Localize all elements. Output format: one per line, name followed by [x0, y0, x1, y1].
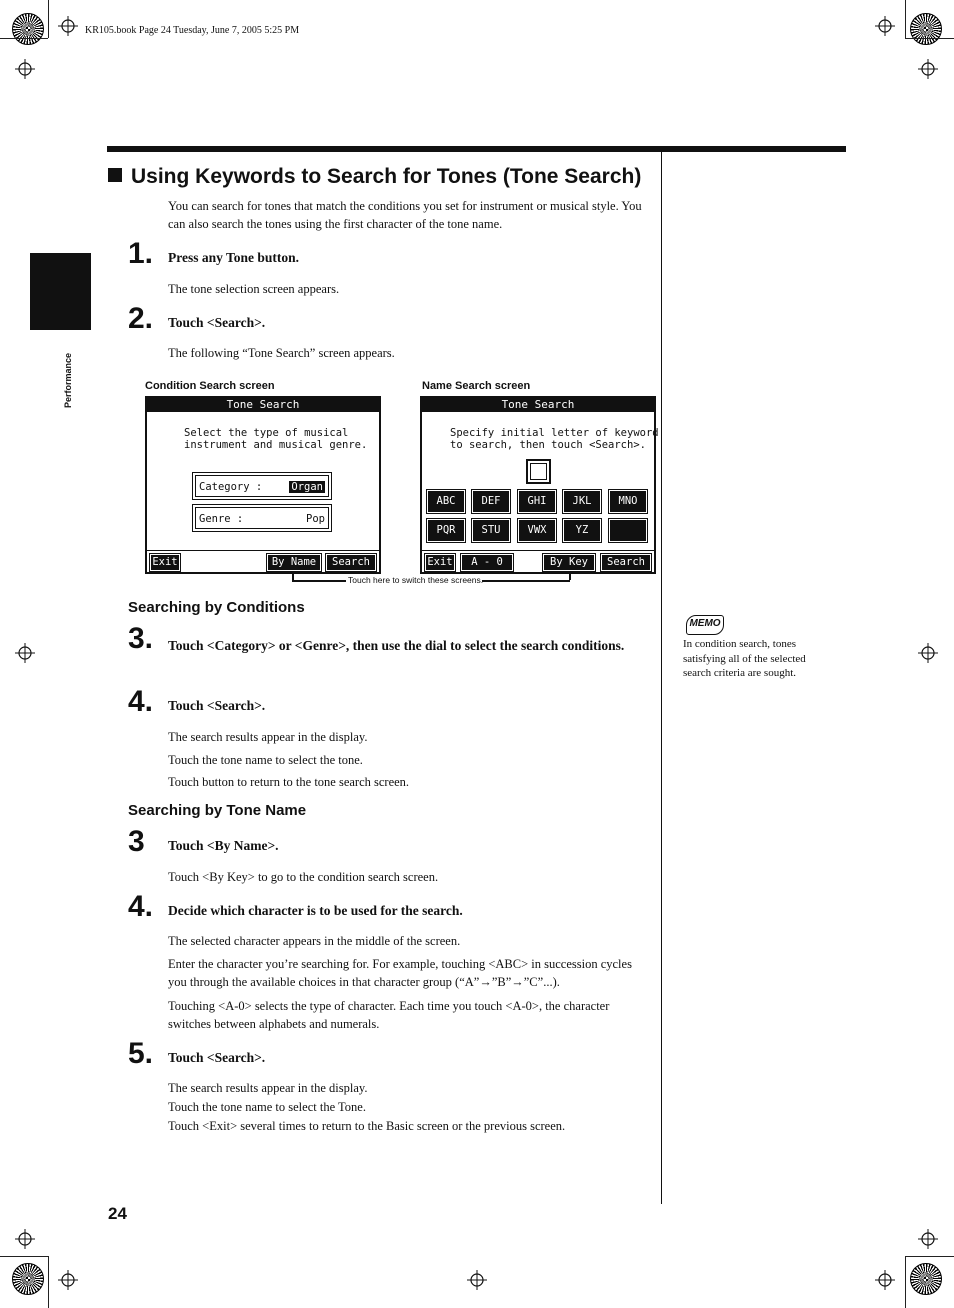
screen-button-bar — [147, 550, 379, 572]
step-text: Touch <Search>. — [168, 698, 266, 713]
conditions-heading: Searching by Conditions — [128, 599, 305, 616]
genre-field[interactable] — [192, 504, 332, 532]
crop-mark — [905, 1256, 906, 1308]
screen-button-bar — [422, 550, 654, 572]
step-desc: The tone selection screen appears. — [168, 282, 340, 296]
search-button[interactable]: Search — [325, 553, 377, 572]
registration-crosshair-icon — [15, 59, 35, 79]
step-number: 4. — [128, 685, 154, 718]
file-header: KR105.book Page 24 Tuesday, June 7, 2005 5:25 PM — [85, 25, 300, 36]
step-text: Touch <Search>. — [168, 315, 266, 330]
callout-bracket — [292, 580, 346, 582]
name-screen-caption: Name Search screen — [422, 380, 531, 392]
key-pqr-button[interactable]: PQR — [427, 519, 465, 542]
column-rule — [661, 152, 662, 1204]
step-desc: Touch button to return to the tone search screen. — [168, 775, 410, 789]
key-def-button[interactable]: DEF — [472, 490, 510, 513]
section-title — [108, 165, 641, 189]
registration-sunburst-bottom-right — [910, 1263, 942, 1295]
intro-text: You can search for tones that match the conditions you set for instrument or musical style. You can also search the tones using the first character of the tone name. — [168, 199, 642, 231]
condition-search-screen — [145, 396, 381, 574]
step-desc: The search results appear in the display. — [168, 730, 368, 744]
exit-button[interactable]: Exit — [424, 553, 456, 572]
a-0-button[interactable]: A - 0 — [460, 553, 514, 572]
step-text: Touch <By Name>. — [168, 838, 279, 853]
step-text: Touch <Search>. — [168, 1050, 266, 1065]
key-vwx-button[interactable]: VWX — [518, 519, 556, 542]
step-desc: The selected character appears in the middle of the screen. — [168, 934, 461, 948]
registration-sunburst-top-right — [910, 13, 942, 45]
crop-mark — [0, 38, 48, 39]
screen-title: Tone Search — [147, 398, 379, 412]
key-mno-button[interactable]: MNO — [609, 490, 647, 513]
key-abc-button[interactable]: ABC — [427, 490, 465, 513]
registration-crosshair-icon — [918, 643, 938, 663]
callout-bracket — [292, 572, 294, 580]
registration-sunburst-top-left — [12, 13, 44, 45]
key-blank-button[interactable] — [609, 519, 647, 542]
category-label: Category : — [199, 481, 263, 493]
page-number: 24 — [108, 1204, 127, 1223]
registration-crosshair-icon — [467, 1270, 487, 1290]
square-bullet-icon — [108, 168, 122, 182]
top-rule — [107, 146, 846, 152]
step-desc: The search results appear in the display. — [168, 1081, 368, 1095]
callout-bracket — [482, 580, 570, 582]
registration-crosshair-icon — [875, 16, 895, 36]
step-desc: Touch the tone name to select the tone. — [168, 753, 363, 767]
category-value: Organ — [291, 481, 323, 493]
by-key-button[interactable]: By Key — [542, 553, 596, 572]
key-stu-button[interactable]: STU — [472, 519, 510, 542]
registration-crosshair-icon — [15, 643, 35, 663]
step-desc: Touch the tone name to select the Tone. — [168, 1100, 366, 1114]
screen-message: Specify initial letter of keyword to search, then touch <Search>. — [450, 427, 659, 451]
side-label: Performance — [63, 352, 73, 408]
crop-mark — [48, 0, 49, 38]
registration-crosshair-icon — [58, 1270, 78, 1290]
memo-icon: MEMO — [686, 615, 724, 635]
crop-mark — [905, 38, 954, 39]
step-number: 1. — [128, 237, 154, 270]
selected-character-box — [526, 459, 551, 484]
crop-mark — [905, 0, 906, 38]
step-desc: Touching <A-0> selects the type of character. Each time you touch <A-0>, the character switches between alphabets and numerals. — [168, 999, 610, 1031]
registration-crosshair-icon — [15, 1229, 35, 1249]
registration-crosshair-icon — [58, 16, 78, 36]
search-button[interactable]: Search — [600, 553, 652, 572]
registration-crosshair-icon — [918, 1229, 938, 1249]
condition-screen-caption: Condition Search screen — [145, 380, 275, 392]
section-title-text: Using Keywords to Search for Tones (Tone Search) — [131, 165, 642, 188]
key-yz-button[interactable]: YZ — [563, 519, 601, 542]
registration-crosshair-icon — [875, 1270, 895, 1290]
step-text: Decide which character is to be used for the search. — [168, 903, 463, 918]
step-text: Touch <Category> or <Genre>, then use the dial to select the search conditions. — [168, 638, 625, 653]
by-name-button[interactable]: By Name — [266, 553, 322, 572]
exit-button[interactable]: Exit — [149, 553, 181, 572]
screen-title: Tone Search — [422, 398, 654, 412]
step-text: Press any Tone button. — [168, 250, 300, 265]
step-number: 3. — [128, 622, 154, 655]
crop-mark — [0, 1256, 48, 1257]
memo-text: In condition search, tones satisfying all of the selected search criteria are sought. — [683, 638, 806, 679]
registration-sunburst-bottom-left — [12, 1263, 44, 1295]
step-number: 5. — [128, 1037, 154, 1070]
callout-text: Touch here to switch these screens. — [348, 575, 484, 585]
step-desc: The following “Tone Search” screen appears. — [168, 346, 395, 360]
crop-mark — [905, 1256, 954, 1257]
step-number: 2. — [128, 302, 154, 335]
genre-value: Pop — [306, 513, 325, 525]
name-search-screen — [420, 396, 659, 574]
category-field[interactable] — [192, 472, 332, 500]
key-ghi-button[interactable]: GHI — [518, 490, 556, 513]
screen-message: Select the type of musical instrument and musical genre. — [184, 427, 368, 451]
callout-bracket — [569, 572, 571, 580]
side-tab — [30, 253, 91, 330]
tone-name-heading: Searching by Tone Name — [128, 802, 307, 819]
registration-crosshair-icon — [918, 59, 938, 79]
crop-mark — [48, 1256, 49, 1308]
step-desc: Enter the character you’re searching for. For example, touching <ABC> in succession cycles you through the available choices in that character group (“A”→”B”→”C”...). — [168, 957, 632, 989]
step-number: 4. — [128, 890, 154, 923]
genre-label: Genre : — [199, 513, 244, 525]
step-desc: Touch <By Key> to go to the condition search screen. — [168, 870, 439, 884]
step-number: 3 — [128, 825, 145, 858]
key-jkl-button[interactable]: JKL — [563, 490, 601, 513]
step-desc: Touch <Exit> several times to return to the Basic screen or the previous screen. — [168, 1119, 566, 1133]
